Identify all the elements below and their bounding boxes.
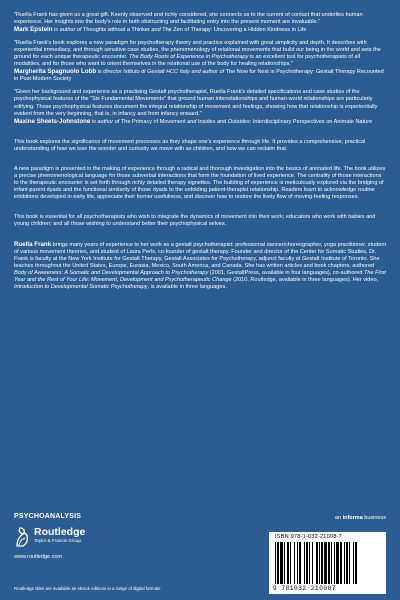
barcode-bar: [349, 542, 350, 584]
barcode-bar: [334, 542, 335, 584]
endorser-role: is author of: [52, 27, 84, 34]
barcode-bar: [294, 542, 295, 584]
barcode-bar: [287, 542, 289, 584]
barcode-bar: [336, 542, 339, 584]
endorser-role: is director Istituto di Gestalt HCC Italy: [96, 69, 190, 76]
publisher-url: www.routledge.com: [14, 554, 62, 560]
barcode-bar: [316, 542, 318, 584]
barcode-graphic: [273, 542, 382, 584]
barcode-bar: [328, 542, 330, 584]
endorser-book-title: The Primacy of Movement: [120, 118, 186, 125]
barcode-digits: 9 781032 210087: [273, 585, 337, 592]
endorser-name: Maxine Sheets-Johnstone: [14, 117, 91, 125]
endorsement-quote: "Ruella Frank has given us a great gift. Keenly observed and richly considered, she connects us to the current of contact that underlies human experience. Her insights into the body's role in both obstructing and facilitating entry into the present moment are invaluable.": [14, 12, 363, 26]
endorsement-quote: "Given her background and experience as a practising Gestalt psychotherapist, Ruella Frank's detailed specifications and case studies of the psychophysical features of the "Six Fundamental Movements" that ground human interrelationships and human-world relationships are particularly edifying. Those psychophysical features document the integral relationship of movement and feelings, showing how that relationship is experientially evident from the very beginning, that is, in infancy and from infancy onward.": [14, 89, 378, 117]
endorsement-3: [14, 89, 386, 125]
barcode-bar: [309, 542, 310, 584]
barcode-bar: [321, 542, 323, 584]
description-paragraph: This book explores the significance of movement processes as they shape one's experience through life. It provides a comprehensive, practical understanding of how we lose the wonder and curiosity we move with as children, and how we can reclaim that.: [14, 138, 366, 152]
barcode-bar: [346, 542, 348, 584]
barcode-bar: [297, 542, 298, 584]
barcode-bar: [344, 542, 345, 584]
endorsement-1: [14, 12, 386, 34]
barcode-bar: [319, 542, 320, 584]
cover-footer: [14, 510, 386, 594]
subject-category: PSYCHOANALYSIS: [14, 513, 82, 520]
cover-text: [14, 12, 386, 291]
endorser-book-title: Thoughts without a Thinker: [83, 27, 150, 34]
endorsement-attribution: [14, 118, 386, 126]
isbn-barcode-box: [269, 532, 386, 594]
endorsement-attribution: [14, 68, 386, 83]
bio-book-title: The First Year and the Rest of Your Life: Movement, Development and Psychotherapeutic Change: [14, 270, 386, 284]
informa-brand: informa: [342, 515, 363, 521]
endorsement-attribution: [14, 26, 386, 34]
barcode-bar: [324, 542, 327, 584]
description-paragraph: This book is essential for all psychotherapists who wish to integrate the dynamics of movement into their work; educators who work with babies and young children; and all those wishing to understand better their psychophysical selves.: [14, 213, 376, 228]
barcode-bar: [284, 542, 285, 584]
endorser-book-title: Insides and Outsides: Interdisciplinary Perspectives on Animate Nature: [197, 118, 373, 125]
barcode-bar: [340, 542, 342, 584]
routledge-logo-icon: [14, 527, 30, 547]
bio-book-title: Body of Awareness: A Somatic and Developmental Approach to Psychotherapy: [14, 270, 209, 277]
publisher-group: Taylor & Francis Group: [34, 538, 81, 543]
bio-video-title: Introduction to Developmental Somatic Psychotherapy: [14, 284, 148, 291]
barcode-bar: [275, 542, 276, 584]
endorser-role-conjunction: and: [185, 118, 198, 125]
endorser-book-title: The Zen of Therapy: Uncovering a Hidden Kindness in Life: [162, 27, 307, 34]
barcode-bar: [353, 542, 354, 584]
endorsement-quote: "Ruella Frank's book explores a new paradigm for psychotherapy theory and practice explained with great simplicity and depth. It describes with experiential immediacy, and through sensitive case studies, the phenomenology of relational movements that build our being in the world and sets the ground for each unique therapeutic encounter. The Body Roots of Experience in Psychotherapy is an excellent tool for psychotherapists of all modalities, and for those who want to orient themselves in the relational use of the body for healing relationships.": [14, 40, 381, 68]
endorsement-2: [14, 40, 386, 83]
isbn-text: ISBN 978-1-032-21008-7: [275, 534, 342, 540]
author-bio: Ruella Frank brings many years of experience to her work as a gestalt psychotherapist: professional dancer/choreographer, yoga practitioner, student of various movement theories, and student of Laura Perls, co-founder of gestalt therapy. Founder and director of the Center for Somatic Studies, Dr. Frank is faculty at the New York Institute for Gestalt Therapy, Gestalt Associates for Psychotherapy, adjunct faculty at Gestalt Institute of Toronto. She teaches throughout the United States, Europe, Eurasia, Mexico, South America, and Canada. She has written articles and book chapters, authored Body of Awareness: A Somatic and Developmental Approach to Psychotherapy (2001, GestaltPress, available in four languages), co-authored The First Year and the Rest of Your Life: Movement, Development and Psychotherapeutic Change (2010, Routledge, available in three languages). Her video, Introduction to Developmental Somatic Psychotherapy, is available in three languages.: [14, 241, 386, 291]
informa-tagline: an informa business: [334, 515, 386, 521]
barcode-bar: [280, 542, 283, 584]
publisher-logo: [14, 527, 85, 547]
barcode-bar: [299, 542, 301, 584]
author-name: Ruella Frank: [14, 241, 52, 249]
barcode-bar: [290, 542, 291, 584]
barcode-bar: [331, 542, 332, 584]
endorser-role: is author of: [90, 118, 121, 125]
endorser-name: Mark Epstein: [14, 26, 53, 34]
endorser-role-conjunction: and: [149, 27, 163, 34]
barcode-bar: [304, 542, 305, 584]
barcode-bar: [312, 542, 313, 584]
book-title-mention: The Body Roots of Experience in Psychotherapy: [129, 54, 249, 61]
barcode-bar: [306, 542, 308, 584]
publisher-name: Routledge: [34, 526, 86, 538]
barcode-bar: [355, 542, 357, 584]
endorser-book-title: The Now for Next in Psychotherapy: Gestalt Therapy Recounted in Post-Modern Society: [14, 69, 384, 83]
ebook-note: Routledge titles are available as eBook editions in a range of digital formats: [14, 586, 161, 591]
endorser-role-conjunction: and author of: [189, 69, 226, 76]
barcode-bar: [277, 542, 279, 584]
description-paragraph: A new paradigm is presented in the making of experience through a radical and thorough investigation into the basics of animated life. The book utilizes a precise phenomenological language for those subverbal interactions that form the foundation of lived experience. The centrality of those interactions to the therapeutic encounter is set forth through richly detailed therapy vignettes. The building of experience is meticulously explored via the bridging of infant-parent dyads and the functional similarity of those dyads to the unfolding patient-therapist relationship. Readers learn to acknowledge routine inhibitions developed in early life, appreciate their former usefulness, and discover how to restore the lively flow of moving-feeling responses.: [14, 165, 386, 200]
endorser-name: Margherita Spagnuolo Lobb: [14, 68, 97, 76]
